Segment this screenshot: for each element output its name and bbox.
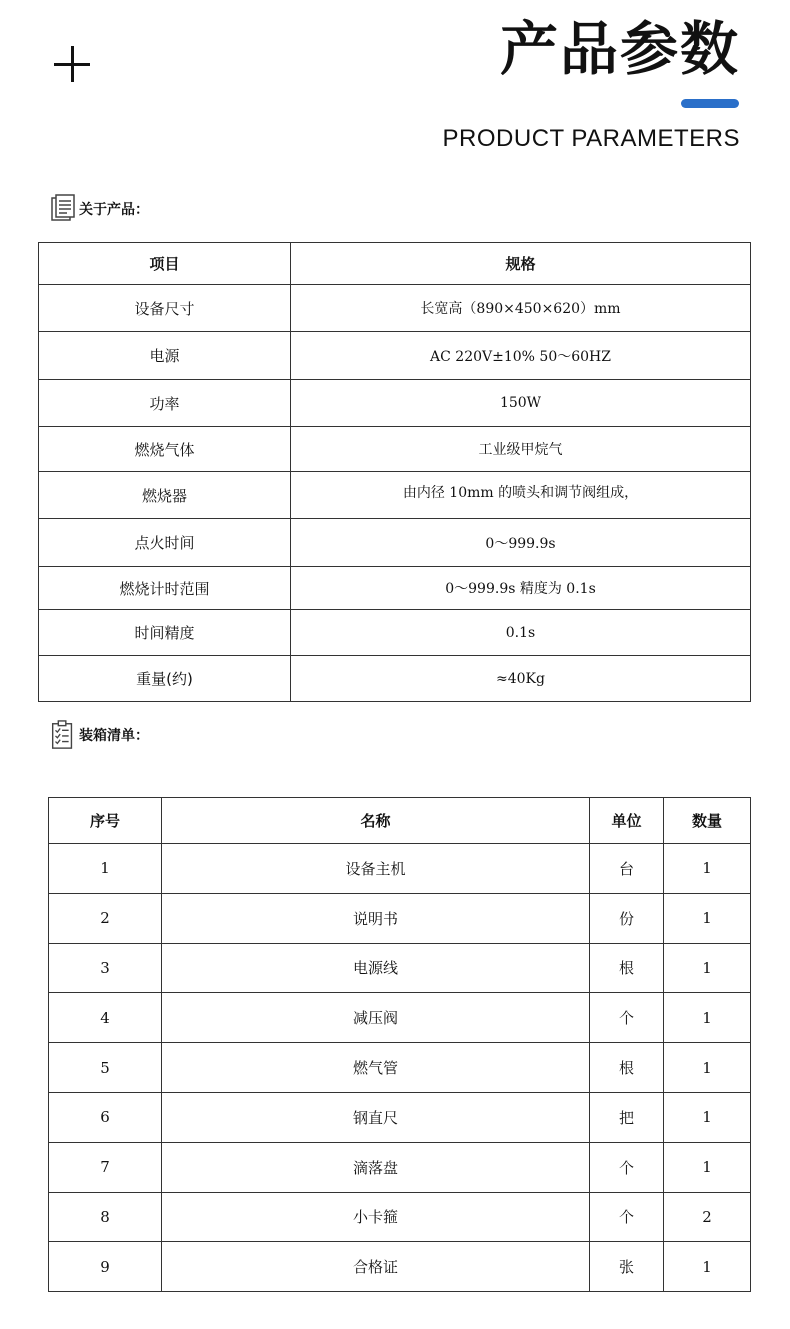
table-row bbox=[49, 1142, 751, 1192]
packing-name: 电源线 bbox=[162, 943, 590, 993]
spec-item: 点火时间 bbox=[39, 519, 291, 567]
packing-name: 滴落盘 bbox=[162, 1142, 590, 1192]
packing-unit: 个 bbox=[590, 1142, 664, 1192]
table-row bbox=[49, 844, 751, 894]
packing-unit: 个 bbox=[590, 1192, 664, 1242]
packing-unit: 根 bbox=[590, 1043, 664, 1093]
packing-name: 设备主机 bbox=[162, 844, 590, 894]
packing-qty: 1 bbox=[664, 1092, 751, 1142]
table-row bbox=[39, 610, 751, 656]
spec-col-item: 项目 bbox=[39, 243, 291, 285]
table-row bbox=[39, 285, 751, 332]
table-row bbox=[49, 943, 751, 993]
packing-table bbox=[48, 797, 751, 1292]
table-row bbox=[49, 993, 751, 1043]
packing-no: 3 bbox=[49, 943, 162, 993]
packing-no: 7 bbox=[49, 1142, 162, 1192]
spec-value: 0～999.9s bbox=[291, 519, 751, 567]
packing-no: 1 bbox=[49, 844, 162, 894]
document-icon bbox=[50, 194, 76, 224]
page-title: 产品参数 bbox=[499, 15, 740, 83]
packing-no: 8 bbox=[49, 1192, 162, 1242]
spec-header-row bbox=[39, 243, 751, 285]
about-heading-label: 关于产品： bbox=[79, 202, 149, 218]
packing-name: 小卡箍 bbox=[162, 1192, 590, 1242]
packing-unit: 个 bbox=[590, 993, 664, 1043]
packing-unit: 根 bbox=[590, 943, 664, 993]
packing-col-qty: 数量 bbox=[664, 798, 751, 844]
packing-no: 5 bbox=[49, 1043, 162, 1093]
table-row bbox=[39, 380, 751, 427]
spec-col-spec: 规格 bbox=[291, 243, 751, 285]
packing-qty: 1 bbox=[664, 1242, 751, 1292]
spec-value: 0～999.9s 精度为 0.1s bbox=[291, 567, 751, 610]
packing-qty: 2 bbox=[664, 1192, 751, 1242]
about-heading bbox=[50, 194, 149, 224]
title-accent-bar bbox=[681, 99, 739, 108]
packing-heading bbox=[50, 720, 149, 750]
table-row bbox=[39, 332, 751, 380]
packing-qty: 1 bbox=[664, 1142, 751, 1192]
spec-value: 由内径 10mm 的喷头和调节阀组成， bbox=[291, 472, 751, 519]
spec-value: 150W bbox=[291, 380, 751, 427]
checklist-icon bbox=[50, 720, 76, 750]
packing-unit: 张 bbox=[590, 1242, 664, 1292]
spec-item: 设备尺寸 bbox=[39, 285, 291, 332]
packing-name: 合格证 bbox=[162, 1242, 590, 1292]
table-row bbox=[39, 427, 751, 472]
packing-name: 说明书 bbox=[162, 893, 590, 943]
table-row bbox=[49, 893, 751, 943]
spec-value: 长宽高（890×450×620）mm bbox=[291, 285, 751, 332]
spec-table bbox=[38, 242, 751, 702]
table-row bbox=[49, 1192, 751, 1242]
packing-col-name: 名称 bbox=[162, 798, 590, 844]
page-subtitle: PRODUCT PARAMETERS bbox=[442, 125, 740, 152]
table-row bbox=[49, 1092, 751, 1142]
packing-name: 钢直尺 bbox=[162, 1092, 590, 1142]
spec-item: 燃烧气体 bbox=[39, 427, 291, 472]
plus-icon bbox=[54, 46, 90, 82]
table-row bbox=[39, 472, 751, 519]
spec-item: 重量(约) bbox=[39, 656, 291, 702]
packing-no: 9 bbox=[49, 1242, 162, 1292]
packing-name: 减压阀 bbox=[162, 993, 590, 1043]
packing-qty: 1 bbox=[664, 993, 751, 1043]
packing-no: 6 bbox=[49, 1092, 162, 1142]
packing-qty: 1 bbox=[664, 1043, 751, 1093]
spec-item: 时间精度 bbox=[39, 610, 291, 656]
table-row bbox=[39, 519, 751, 567]
spec-item: 电源 bbox=[39, 332, 291, 380]
packing-header-row bbox=[49, 798, 751, 844]
spec-value: AC 220V±10% 50～60HZ bbox=[291, 332, 751, 380]
table-row bbox=[39, 567, 751, 610]
table-row bbox=[39, 656, 751, 702]
spec-value: 工业级甲烷气 bbox=[291, 427, 751, 472]
packing-heading-label: 装箱清单： bbox=[79, 728, 149, 744]
spec-item: 燃烧计时范围 bbox=[39, 567, 291, 610]
packing-no: 2 bbox=[49, 893, 162, 943]
packing-qty: 1 bbox=[664, 893, 751, 943]
spec-value: ≈40Kg bbox=[291, 656, 751, 702]
packing-qty: 1 bbox=[664, 844, 751, 894]
packing-unit: 台 bbox=[590, 844, 664, 894]
packing-no: 4 bbox=[49, 993, 162, 1043]
table-row bbox=[49, 1242, 751, 1292]
packing-col-no: 序号 bbox=[49, 798, 162, 844]
packing-col-unit: 单位 bbox=[590, 798, 664, 844]
packing-unit: 把 bbox=[590, 1092, 664, 1142]
packing-unit: 份 bbox=[590, 893, 664, 943]
spec-item: 功率 bbox=[39, 380, 291, 427]
packing-qty: 1 bbox=[664, 943, 751, 993]
table-row bbox=[49, 1043, 751, 1093]
spec-item: 燃烧器 bbox=[39, 472, 291, 519]
packing-name: 燃气管 bbox=[162, 1043, 590, 1093]
spec-value: 0.1s bbox=[291, 610, 751, 656]
